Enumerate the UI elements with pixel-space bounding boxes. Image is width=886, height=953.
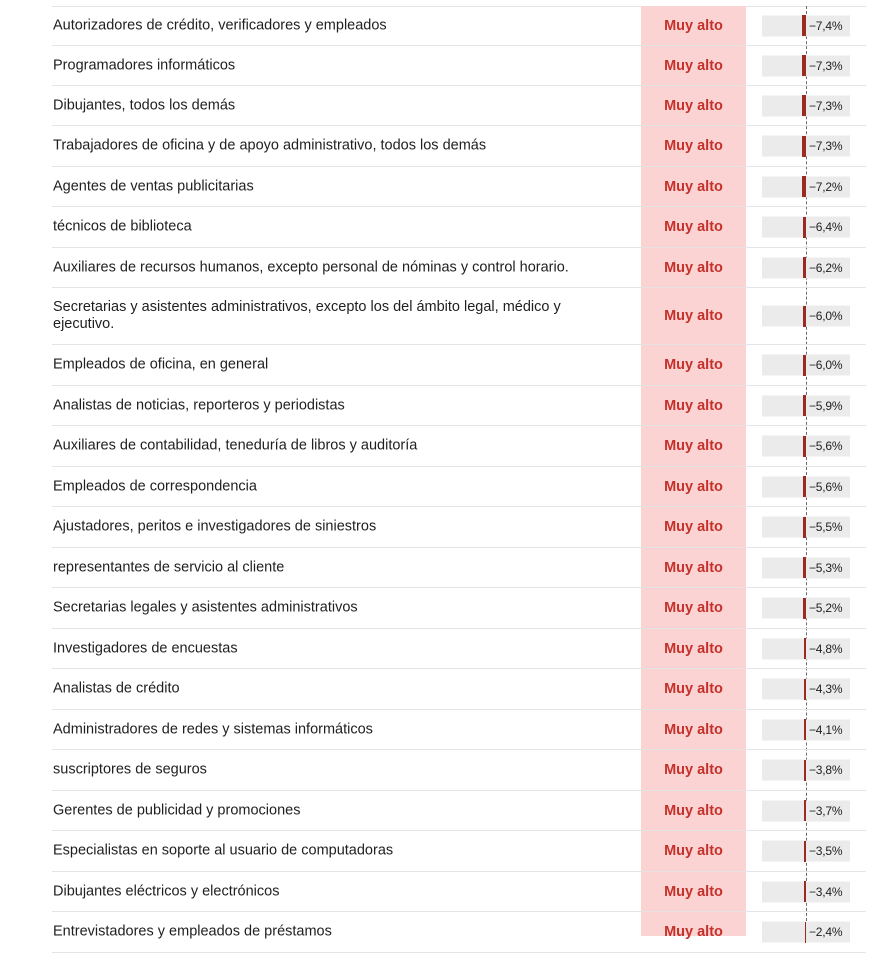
exposure-level: Muy alto (664, 843, 723, 859)
table-row (52, 46, 866, 86)
exposure-level: Muy alto (664, 438, 723, 454)
table-row (52, 629, 866, 669)
change-bar (804, 881, 806, 902)
change-label: −5,5% (809, 520, 843, 534)
change-bar (802, 95, 806, 116)
table-row (52, 507, 866, 548)
exposure-level: Muy alto (664, 308, 723, 324)
change-label: −3,7% (809, 803, 843, 818)
change-bar (803, 306, 806, 327)
table-row (52, 426, 866, 467)
exposure-level: Muy alto (664, 681, 723, 697)
change-bar (803, 436, 806, 457)
change-label: −2,4% (809, 925, 843, 939)
change-bar (803, 598, 806, 619)
occupations-table (52, 6, 866, 953)
change-bar (803, 217, 806, 238)
occupation-name: técnicos de biblioteca (53, 218, 192, 235)
exposure-level: Muy alto (664, 259, 723, 276)
change-bar (803, 557, 806, 578)
table-row (52, 288, 866, 345)
occupation-name: Auxiliares de recursos humanos, excepto personal de nóminas y control horario. (53, 259, 569, 275)
occupation-name: suscriptores de seguros (53, 761, 207, 778)
change-label: −7,3% (809, 58, 843, 73)
change-bar (802, 176, 806, 197)
occupation-name: Programadores informáticos (53, 57, 236, 73)
occupation-name: Auxiliares de contabilidad, teneduría de libros y auditoría (53, 437, 418, 454)
change-bar (803, 517, 806, 538)
table-row (52, 467, 866, 507)
change-bar (803, 395, 806, 416)
change-label: −7,3% (809, 98, 843, 113)
change-label: −5,3% (809, 560, 843, 575)
table-row (52, 831, 866, 872)
occupation-name: Investigadores de encuestas (53, 640, 238, 656)
change-bar (802, 55, 806, 76)
change-label: −4,3% (809, 682, 843, 696)
occupation-name: Agentes de ventas publicitarias (53, 178, 254, 194)
occupation-name: Autorizadores de crédito, verificadores y empleados (53, 17, 387, 33)
change-label: −3,8% (809, 763, 843, 777)
change-label: −6,0% (809, 358, 843, 372)
change-label: −5,6% (809, 479, 843, 494)
change-bar (804, 638, 806, 659)
occupation-name: Administradores de redes y sistemas informáticos (53, 721, 373, 737)
change-bar (802, 15, 806, 36)
change-bar (805, 922, 806, 943)
occupation-name: Entrevistadores y empleados de préstamos (53, 923, 332, 940)
table-row (52, 167, 866, 207)
occupation-name: representantes de servicio al cliente (53, 559, 285, 575)
exposure-level: Muy alto (664, 397, 723, 414)
change-label: −7,2% (809, 179, 843, 194)
table-row (52, 248, 866, 288)
change-bar (804, 760, 806, 781)
occupation-name: Especialistas en soporte al usuario de computadoras (53, 842, 394, 859)
exposure-level: Muy alto (664, 357, 723, 373)
change-label: −4,8% (809, 641, 843, 656)
exposure-level: Muy alto (664, 97, 723, 114)
change-label: −3,4% (809, 884, 843, 899)
occupation-name: Analistas de crédito (53, 680, 180, 697)
table-row (52, 588, 866, 629)
exposure-level: Muy alto (664, 721, 723, 738)
exposure-level: Muy alto (664, 178, 723, 195)
change-label: −7,4% (809, 18, 843, 33)
occupation-name: Secretarias legales y asistentes administrativos (53, 599, 358, 616)
table-row (52, 710, 866, 750)
change-bar (803, 355, 806, 376)
occupation-name: Ajustadores, peritos e investigadores de siniestros (53, 518, 377, 535)
table-row (52, 386, 866, 426)
change-label: −5,9% (809, 398, 843, 413)
occupation-name: Gerentes de publicidad y promociones (53, 802, 301, 818)
table-row (52, 6, 866, 46)
table-row (52, 548, 866, 588)
change-label: −3,5% (809, 844, 843, 858)
occupation-name: Trabajadores de oficina y de apoyo administrativo, todos los demás (53, 137, 487, 154)
change-bar (804, 841, 806, 862)
table-row (52, 86, 866, 126)
exposure-level: Muy alto (664, 138, 723, 154)
change-label: −5,6% (809, 439, 843, 453)
occupation-name: Dibujantes, todos los demás (53, 97, 236, 113)
change-bar (803, 476, 806, 497)
table-row (52, 669, 866, 710)
table-body (52, 6, 866, 953)
exposure-level: Muy alto (664, 883, 723, 900)
exposure-level: Muy alto (664, 478, 723, 495)
change-bar (802, 136, 806, 157)
table-row (52, 126, 866, 167)
exposure-level: Muy alto (664, 924, 723, 940)
change-label: −5,2% (809, 601, 843, 615)
exposure-level: Muy alto (664, 17, 723, 34)
exposure-level: Muy alto (664, 802, 723, 819)
exposure-level: Muy alto (664, 600, 723, 616)
change-bar (804, 719, 806, 740)
occupation-name: Secretarias y asistentes administrativos, excepto los del ámbito legal, médico y ejecutivo. (53, 299, 561, 332)
exposure-level: Muy alto (664, 762, 723, 778)
exposure-level: Muy alto (664, 519, 723, 535)
change-bar (803, 257, 806, 278)
exposure-level: Muy alto (664, 559, 723, 576)
table-row (52, 750, 866, 791)
change-bar (804, 800, 806, 821)
change-label: −7,3% (809, 139, 843, 153)
change-label: −6,0% (809, 309, 843, 323)
table-row (52, 791, 866, 831)
table-row (52, 872, 866, 912)
occupation-name: Analistas de noticias, reporteros y periodistas (53, 397, 345, 413)
exposure-level: Muy alto (664, 219, 723, 235)
occupation-name: Empleados de correspondencia (53, 478, 257, 494)
table-row (52, 207, 866, 248)
change-label: −6,4% (809, 220, 843, 234)
exposure-level: Muy alto (664, 640, 723, 657)
occupation-name: Dibujantes eléctricos y electrónicos (53, 883, 280, 899)
occupation-name: Empleados de oficina, en general (53, 356, 269, 373)
change-label: −6,2% (809, 260, 843, 275)
table-row (52, 345, 866, 386)
change-label: −4,1% (809, 722, 843, 737)
change-bar (804, 679, 806, 700)
exposure-level: Muy alto (664, 57, 723, 74)
